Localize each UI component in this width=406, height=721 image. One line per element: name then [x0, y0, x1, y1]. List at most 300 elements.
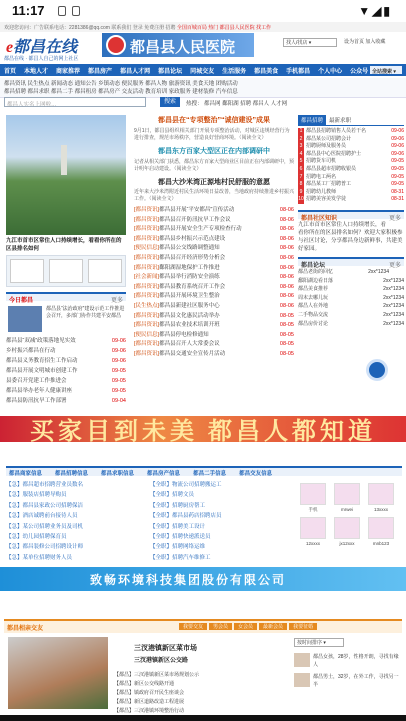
member-desc: 都昌女孩，28岁，性格开朗，寻找有缘人 [313, 654, 399, 668]
thumb-image[interactable] [88, 259, 122, 283]
news-tag: [都昌资讯] [134, 283, 160, 290]
member-desc: 都昌男士，32岁，在外工作，寻找另一半 [313, 674, 399, 688]
set-homepage-link[interactable]: 设为首页 [344, 39, 365, 45]
list-item[interactable] [6, 376, 126, 386]
list-item[interactable] [6, 386, 126, 396]
job-title: 都昌县超市招聘收银员 [306, 165, 357, 172]
job-title: 都昌某工厂招聘普工 [306, 181, 352, 188]
news-title: 都昌县召开人大常委会议 [159, 341, 220, 348]
list-item-title: 乡村振兴都昌在行动 [6, 348, 56, 354]
news-date: 08-05 [279, 312, 294, 319]
list-item-date: 09-04 [111, 398, 126, 404]
notification-icon [72, 6, 80, 16]
news-title: 都昌县乡村振兴示范点建设 [159, 235, 226, 242]
forum-title: 都昌人在外地 [298, 303, 329, 310]
forum-id: 2xx*1234 [383, 303, 404, 310]
classified-tab[interactable]: 都昌房产信息 [147, 471, 181, 476]
news-date: 08-06 [279, 254, 294, 261]
classified-item[interactable]: 【急】某公司招聘业务员及司机 [6, 523, 84, 530]
list-item[interactable] [6, 366, 126, 376]
news-date: 08-06 [279, 235, 294, 242]
hot-words [186, 99, 406, 107]
job-row[interactable] [298, 158, 404, 166]
member-item[interactable] [294, 673, 400, 689]
member-avatar[interactable] [300, 483, 326, 505]
list-item-date: 09-05 [111, 378, 126, 384]
headline-3-summary: 近年来大沙米湾附近村民生活环境日益改善，当地政府持续推进乡村振兴工作。（阅读全文） [134, 189, 295, 202]
thumb-strip [6, 255, 126, 287]
nav-search-select[interactable]: 全站搜索 ▾ [370, 66, 402, 74]
job-row-left [298, 181, 351, 189]
member-avatar[interactable] [334, 517, 360, 539]
ad-banner-2[interactable]: 致畅环境科技集团股份有限公司 [0, 567, 406, 591]
dating-section [4, 619, 402, 721]
nav-item[interactable]: 生活服务 [222, 69, 247, 75]
nav-item[interactable]: 都昌人才网 [120, 69, 151, 75]
forum-row[interactable] [298, 320, 404, 329]
job-date: 09-05 [391, 173, 404, 180]
news-date: 08-06 [279, 274, 294, 281]
signal-battery-icon: ▼◢▮ [358, 4, 392, 18]
dating-headline-2[interactable]: 三汊港镇新区公交路 [134, 658, 189, 664]
dating-news-item[interactable]: 【都昌】新区公交线路开通 [114, 681, 175, 687]
news-date: 08-06 [279, 302, 294, 309]
news-row-left [134, 312, 220, 322]
nav-item[interactable]: 都昌论坛 [158, 69, 183, 75]
classified-tab[interactable]: 都昌求职信息 [101, 471, 135, 476]
news-row-left [134, 225, 242, 235]
news-tag: [都昌资讯] [134, 312, 160, 319]
status-time: 11:17 [12, 3, 45, 18]
dating-tab[interactable]: 男会员 [209, 623, 232, 630]
dating-news-list [114, 671, 284, 716]
news-date: 08-05 [279, 350, 294, 357]
list-item-date: 09-06 [111, 358, 126, 364]
list-item-title: 都昌县义务教育招生工作启动 [6, 358, 78, 364]
list-item[interactable] [6, 356, 126, 366]
news-date: 08-06 [279, 264, 294, 271]
rank-badge: 5 [299, 158, 303, 165]
news-list [134, 206, 294, 360]
news-tag: [都昌资讯] [134, 322, 160, 329]
floating-assist-button[interactable] [366, 359, 388, 381]
rank-badge: 7 [299, 173, 303, 180]
job-row-left [298, 166, 356, 174]
photo-tower-shape [61, 145, 67, 175]
dating-member-list [294, 653, 400, 693]
news-title: 都昌县停电检修通知 [159, 331, 209, 338]
classified-tab[interactable]: 都昌商家信息 [9, 471, 43, 476]
today-lead-image[interactable] [8, 306, 42, 332]
nav-item[interactable]: 都昌美食 [254, 69, 279, 75]
news-tag: [便民信息] [134, 245, 160, 252]
add-favorite-link[interactable]: 加入收藏 [365, 39, 386, 45]
news-row[interactable] [134, 235, 294, 245]
news-row-left [134, 321, 220, 331]
job-title: 招聘厨师及服务员 [306, 143, 347, 150]
classified-list-a [6, 480, 146, 563]
rank-badge: 10 [298, 196, 304, 203]
dating-tab[interactable]: 我要征婚 [289, 623, 317, 630]
list-item-title: 都昌县“双减”政策落地见实效 [6, 338, 76, 344]
classified-item[interactable]: 【全职】物流公司招聘搬运工 [150, 482, 222, 488]
nav-item[interactable]: 同城交友 [190, 69, 215, 75]
dating-news-item[interactable]: 【都昌】新区道路改造工程进展 [114, 699, 185, 705]
news-row-left [134, 206, 234, 216]
job-row[interactable] [298, 166, 404, 174]
member-avatar[interactable] [300, 517, 326, 539]
job-date: 08-31 [391, 196, 404, 203]
rank-badge: 2 [299, 135, 303, 142]
news-date: 08-06 [279, 293, 294, 300]
job-row-left [298, 128, 366, 136]
hot-words-list[interactable]: 都昌网 鄱阳湖 招聘 都昌人 人才网 [204, 101, 288, 107]
news-row-left [134, 340, 220, 350]
thumb-image[interactable] [10, 259, 44, 283]
news-title: 鄱阳湖湿地保护工作推进 [159, 264, 220, 271]
sim-icon [58, 6, 66, 16]
forum-title: 都昌房价讨论 [298, 320, 329, 327]
nav-item[interactable]: 商家推荐 [56, 69, 81, 75]
job-row[interactable] [298, 196, 404, 204]
job-date: 09-05 [391, 181, 404, 188]
news-title: 都昌县文化惠民活动举办 [159, 312, 220, 319]
forum-row[interactable] [298, 311, 404, 320]
nav-item[interactable]: 公众号 [350, 69, 369, 75]
news-row-left [134, 292, 220, 302]
rank-badge: 3 [299, 143, 303, 150]
job-row-left [298, 196, 346, 204]
job-tabs [298, 115, 404, 126]
job-date: 09-06 [391, 128, 404, 134]
dating-sort-select[interactable]: 按时间排序 ▾ [294, 638, 344, 647]
member-label: 13xxxx [373, 507, 388, 512]
news-row-left [134, 235, 225, 245]
list-item-title: 都昌县开展文明城市创建工作 [6, 368, 78, 374]
forum-row[interactable] [298, 277, 404, 286]
classified-item[interactable]: 【全职】招聘美工设计 [150, 523, 206, 530]
rank-badge: 4 [299, 150, 303, 157]
system-nav-bar [0, 715, 406, 721]
job-date: 09-05 [391, 165, 404, 172]
forum-row[interactable] [298, 294, 404, 303]
rank-badge: 8 [299, 181, 303, 188]
news-row-left [134, 244, 220, 254]
dating-news-item[interactable]: 【都昌】三汊港镇环境整治行动 [114, 708, 185, 714]
headline-3[interactable]: 都昌大沙米湾正源地村民舒服的意愿 [158, 179, 270, 186]
news-title: 都昌县开展“平安都昌”宣传活动 [159, 207, 235, 213]
news-row[interactable] [134, 264, 294, 274]
hospital-seal-icon [106, 35, 126, 55]
job-title: 都昌县招聘销售人员若干名 [306, 128, 367, 134]
forum-more-link[interactable]: 更多 [388, 262, 401, 269]
news-tag: [都昌资讯] [134, 293, 160, 300]
sub-nav-line2[interactable]: 都昌招聘 都昌求职 都昌二手 都昌租房 都昌房产 交友活动 教育培训 家政服务 建材装修 汽车信息 [4, 89, 238, 95]
job-title: 都昌某公司招聘会计 [306, 135, 352, 142]
news-row[interactable] [134, 350, 294, 360]
forum-title: 周末去哪儿玩 [298, 294, 329, 301]
forum-id: 2xx*1234 [368, 268, 389, 275]
news-row[interactable] [134, 331, 294, 341]
forum-id: 2xx*1234 [383, 294, 404, 301]
forum-id: 2xx*1234 [383, 286, 404, 293]
news-row[interactable] [134, 254, 294, 264]
top-info-strip [0, 22, 406, 32]
list-item[interactable] [6, 336, 126, 346]
spacer [0, 591, 406, 617]
news-title: 都昌县召开防汛抗旱工作会议 [159, 216, 231, 223]
tab-0[interactable]: 都昌招聘 [298, 115, 326, 125]
site-logo-text: 都昌在线 [13, 39, 78, 56]
headline-1[interactable]: 都昌县在“专项整治”“诚信建设”成果 [158, 117, 270, 124]
spacer [0, 442, 406, 464]
featured-caption[interactable]: 九江市首市区常住人口持续增长，看看你所在的区县排名如何 [6, 238, 122, 252]
member-label: 手机 [308, 507, 318, 512]
job-date: 08-31 [391, 188, 404, 195]
classified-item[interactable]: 【全职】招聘网络运维 [150, 544, 206, 551]
knowledge-title: 都昌社区知识 [301, 215, 338, 222]
headline-2-summary: 记者从相关部门获悉，都昌东方百家大型商业区目前正在内部调研中，预计明年启动建设。（阅读全文） [134, 159, 295, 172]
today-lead-text[interactable]: 都昌县“法治政府”建设示范工作推进会召开，多部门协作共建平安都昌 [46, 306, 125, 319]
job-list [298, 128, 404, 204]
rank-badge: 1 [299, 128, 303, 134]
classified-tab[interactable]: 都昌招聘信息 [55, 471, 89, 476]
news-title: 都昌县新建社区服务中心 [159, 302, 220, 309]
classified-item[interactable]: 【急】都昌县家政公司招聘保洁 [6, 502, 84, 509]
news-tag: [都昌资讯] [134, 264, 160, 271]
news-row-left [134, 254, 225, 264]
today-dochang-section [6, 292, 126, 410]
classified-item[interactable]: 【全职】招聘快递派送员 [150, 534, 211, 541]
classified-list-b [150, 480, 290, 563]
nav-item[interactable]: 手机都昌 [286, 69, 311, 75]
news-row[interactable] [134, 273, 294, 283]
classified-item[interactable]: 【全职】都昌县药店招聘店员 [150, 513, 222, 520]
news-date: 08-06 [279, 207, 294, 213]
classified-item[interactable]: 【急】都昌装修公司招聘设计师 [6, 544, 84, 551]
classified-item[interactable]: 【急】幼儿园招聘保育员 [6, 534, 67, 541]
member-label: 12xxxx [305, 541, 320, 546]
job-title: 招聘幼儿教师 [306, 188, 337, 195]
classified-tab[interactable]: 都昌交友信息 [239, 471, 273, 476]
dating-tab[interactable]: 最新会员 [259, 623, 287, 630]
today-section-bar [6, 292, 126, 304]
forum-id: 2xx*1234 [383, 320, 404, 327]
news-row-left [134, 331, 209, 341]
job-title: 招聘美容美发学徒 [306, 196, 347, 203]
job-title: 都昌县中心医院招聘护士 [306, 150, 362, 157]
today-list [6, 336, 126, 406]
news-row[interactable] [134, 225, 294, 235]
nav-item[interactable]: 个人中心 [318, 69, 343, 75]
rank-badge: 9 [299, 188, 303, 195]
news-date: 08-05 [279, 341, 294, 348]
header-links [344, 38, 404, 45]
thumb-image[interactable] [49, 259, 83, 283]
member-avatar[interactable] [368, 483, 394, 505]
news-title: 都昌县开展环境卫生整治 [159, 293, 220, 300]
news-row[interactable] [134, 283, 294, 293]
list-item-date: 09-06 [111, 338, 126, 344]
news-date: 08-06 [279, 245, 294, 252]
news-date: 08-05 [279, 322, 294, 329]
news-tag: [都昌资讯] [134, 350, 160, 357]
news-title: 都昌县开展安全生产专项检查行动 [159, 226, 242, 233]
job-row[interactable] [298, 143, 404, 151]
list-item-title: 都昌县防汛抗旱工作部署 [6, 398, 67, 404]
rank-badge: 6 [299, 165, 303, 172]
news-row-left [134, 302, 220, 312]
dating-tabs [179, 623, 319, 630]
news-title: 都昌县交通安全宣传月活动 [159, 350, 226, 357]
dating-headline[interactable]: 三汊港镇新区菜市场 [134, 645, 197, 652]
news-tag: [都昌资讯] [134, 207, 160, 213]
job-row[interactable] [298, 181, 404, 189]
news-row[interactable] [134, 340, 294, 350]
news-row-left [134, 283, 225, 293]
classified-item[interactable]: 【急】都昌超市招聘营业员数名 [6, 482, 84, 488]
dating-photo[interactable] [8, 637, 108, 709]
classified-item[interactable]: 【全职】招聘厨房帮工 [150, 502, 206, 509]
search-button[interactable]: 搜索 [160, 97, 180, 107]
news-date: 08-06 [279, 226, 294, 233]
news-row-left [134, 273, 220, 283]
forum-title: 二手物品交流 [298, 311, 329, 318]
list-item[interactable] [6, 346, 126, 356]
news-tag: [都昌资讯] [134, 341, 160, 348]
news-row[interactable] [134, 244, 294, 254]
list-item-date: 09-06 [111, 348, 126, 354]
classified-item[interactable]: 【全职】招聘文员 [150, 492, 195, 499]
sub-nav [0, 78, 406, 98]
headline-2[interactable]: 都昌东方百家大型区正在内部调研中 [158, 148, 270, 155]
forum-row[interactable] [298, 268, 389, 277]
featured-photo[interactable] [6, 115, 126, 235]
news-tag: [都昌资讯] [134, 216, 160, 223]
ad-banner-1[interactable]: 买家目到未美 都昌人都知道 [0, 416, 406, 442]
classified-tabs [6, 466, 402, 476]
list-item-title: 县委召开党建工作推进会 [6, 378, 67, 384]
right-column [298, 115, 404, 415]
dating-news-item[interactable]: 【都昌】三汊港镇新区菜市场规划公示 [114, 672, 200, 678]
site-logo[interactable]: e都昌在线 [6, 39, 78, 56]
news-row[interactable] [134, 321, 294, 331]
dating-title: 都昌相亲交友 [7, 626, 44, 632]
news-title: 都昌县农业技术培训开班 [159, 322, 220, 329]
sub-nav-line1[interactable]: 都昌资讯 民生热点 新闻动态 通知公告 乡镇动态 便民服务 都昌人物 旅游资讯 美食天地 团购活动 [4, 81, 238, 87]
news-date: 08-05 [279, 331, 294, 338]
news-title: 都昌县公交线路调整通知 [159, 245, 220, 252]
tab-1[interactable]: 最新求职 [329, 118, 352, 124]
list-item-title: 都昌县举办老年人健康讲座 [6, 388, 73, 394]
forum-section-bar [298, 257, 404, 269]
headline-1-summary: 9月1日，都昌县组织相关部门开展专项整治活动，对城区违规经营行为进行排查，规范市场秩序，营造良好营商环境。（阅读全文） [134, 128, 290, 141]
forum-list [298, 268, 404, 328]
top-strip-hot[interactable]: 全国百城百局 热门 都昌县人民医院 找工作 [176, 25, 272, 31]
member-item[interactable] [294, 653, 400, 669]
nav-item[interactable]: 首页 [4, 69, 17, 75]
forum-row[interactable] [298, 302, 404, 311]
status-bar [0, 0, 406, 22]
news-tag: [都昌资讯] [134, 226, 160, 233]
news-row[interactable] [134, 302, 294, 312]
member-thumb[interactable] [294, 653, 310, 667]
site-slogan: 都昌在线 · 都昌人自己的网上社区 [4, 56, 79, 62]
job-date: 09-06 [391, 150, 404, 157]
forum-id: 2xx*1234 [383, 311, 404, 318]
news-tag: [社会新闻] [134, 274, 160, 281]
today-section-title: 今日都昌 [9, 298, 34, 304]
news-date: 08-06 [279, 283, 294, 290]
list-item-date: 09-05 [111, 368, 126, 374]
nav-item[interactable]: 都昌房产 [88, 69, 113, 75]
news-row[interactable] [134, 216, 294, 226]
job-date: 09-05 [391, 158, 404, 165]
news-row-left [134, 216, 231, 226]
job-row[interactable] [298, 128, 404, 136]
classified-item[interactable]: 【急】酒店诚聘前台接待人员 [6, 513, 78, 520]
classified-item[interactable]: 【急】服装店招聘导购员 [6, 492, 67, 499]
member-label: mnb123 [372, 541, 390, 546]
knowledge-more-link[interactable]: 更多 [388, 215, 401, 222]
news-row[interactable] [134, 292, 294, 302]
member-avatar[interactable] [368, 517, 394, 539]
member-avatar[interactable] [334, 483, 360, 505]
job-date: 09-06 [391, 135, 404, 142]
headline-column [134, 115, 294, 415]
top-strip-text: 欢迎您访问：广告联系电话：2281386@qq.com 联系我们 登录 免费注册 招聘 [4, 25, 177, 31]
classified-tab[interactable]: 都昌二手信息 [193, 471, 227, 476]
dating-news-item[interactable]: 【都昌】镇政府召开民生座谈会 [114, 690, 185, 696]
news-tag: [都昌资讯] [134, 235, 160, 242]
today-more-link[interactable]: 更多 [110, 298, 123, 304]
member-label: mrwei [341, 507, 353, 512]
nav-item[interactable]: 本地人才 [24, 69, 49, 75]
forum-id: 2xx*1234 [383, 277, 404, 284]
list-item-date: 09-05 [111, 388, 126, 394]
forum-title: 都昌美食推荐 [298, 286, 329, 293]
news-tag: [便民信息] [134, 331, 160, 338]
classified-item[interactable]: 【全职】招聘汽车维修工 [150, 554, 211, 561]
news-title: 都昌县召开经济形势分析会 [159, 254, 226, 261]
forum-row[interactable] [298, 285, 404, 294]
news-row-left [134, 264, 220, 274]
news-title: 都昌县举行消防安全演练 [159, 274, 220, 281]
job-row-left [298, 158, 336, 166]
job-row-left [298, 143, 346, 151]
dating-tab[interactable]: 女会员 [234, 623, 257, 630]
job-title: 招聘货车司机 [306, 158, 337, 165]
hot-label: 热搜： [186, 101, 203, 107]
knowledge-section-bar [298, 210, 404, 222]
knowledge-text[interactable]: 九江市首市区常住人口持续增长，看看你所在的区县排名如何？欢迎大家积极参与社区讨论，分享都昌身边新鲜事，共建美好家园。 [298, 221, 403, 252]
hospital-banner[interactable] [102, 33, 254, 57]
member-label: jx12xxx [339, 541, 355, 546]
classified-item[interactable]: 【急】某单位招聘财务人员 [6, 554, 73, 561]
search-input[interactable]: 都昌人实名上网啦… [4, 97, 146, 107]
news-row[interactable] [134, 312, 294, 322]
job-title: 招聘电工两名 [306, 173, 337, 180]
news-row[interactable] [134, 206, 294, 216]
job-date: 09-06 [391, 143, 404, 150]
member-grid [300, 483, 400, 553]
header-search-select[interactable]: 找人/找店 ▾ [283, 38, 337, 47]
news-date: 08-06 [279, 216, 294, 223]
dating-tab[interactable]: 我要交友 [179, 623, 207, 630]
news-row-left [134, 350, 225, 360]
list-item[interactable] [6, 396, 126, 406]
member-thumb[interactable] [294, 673, 310, 687]
